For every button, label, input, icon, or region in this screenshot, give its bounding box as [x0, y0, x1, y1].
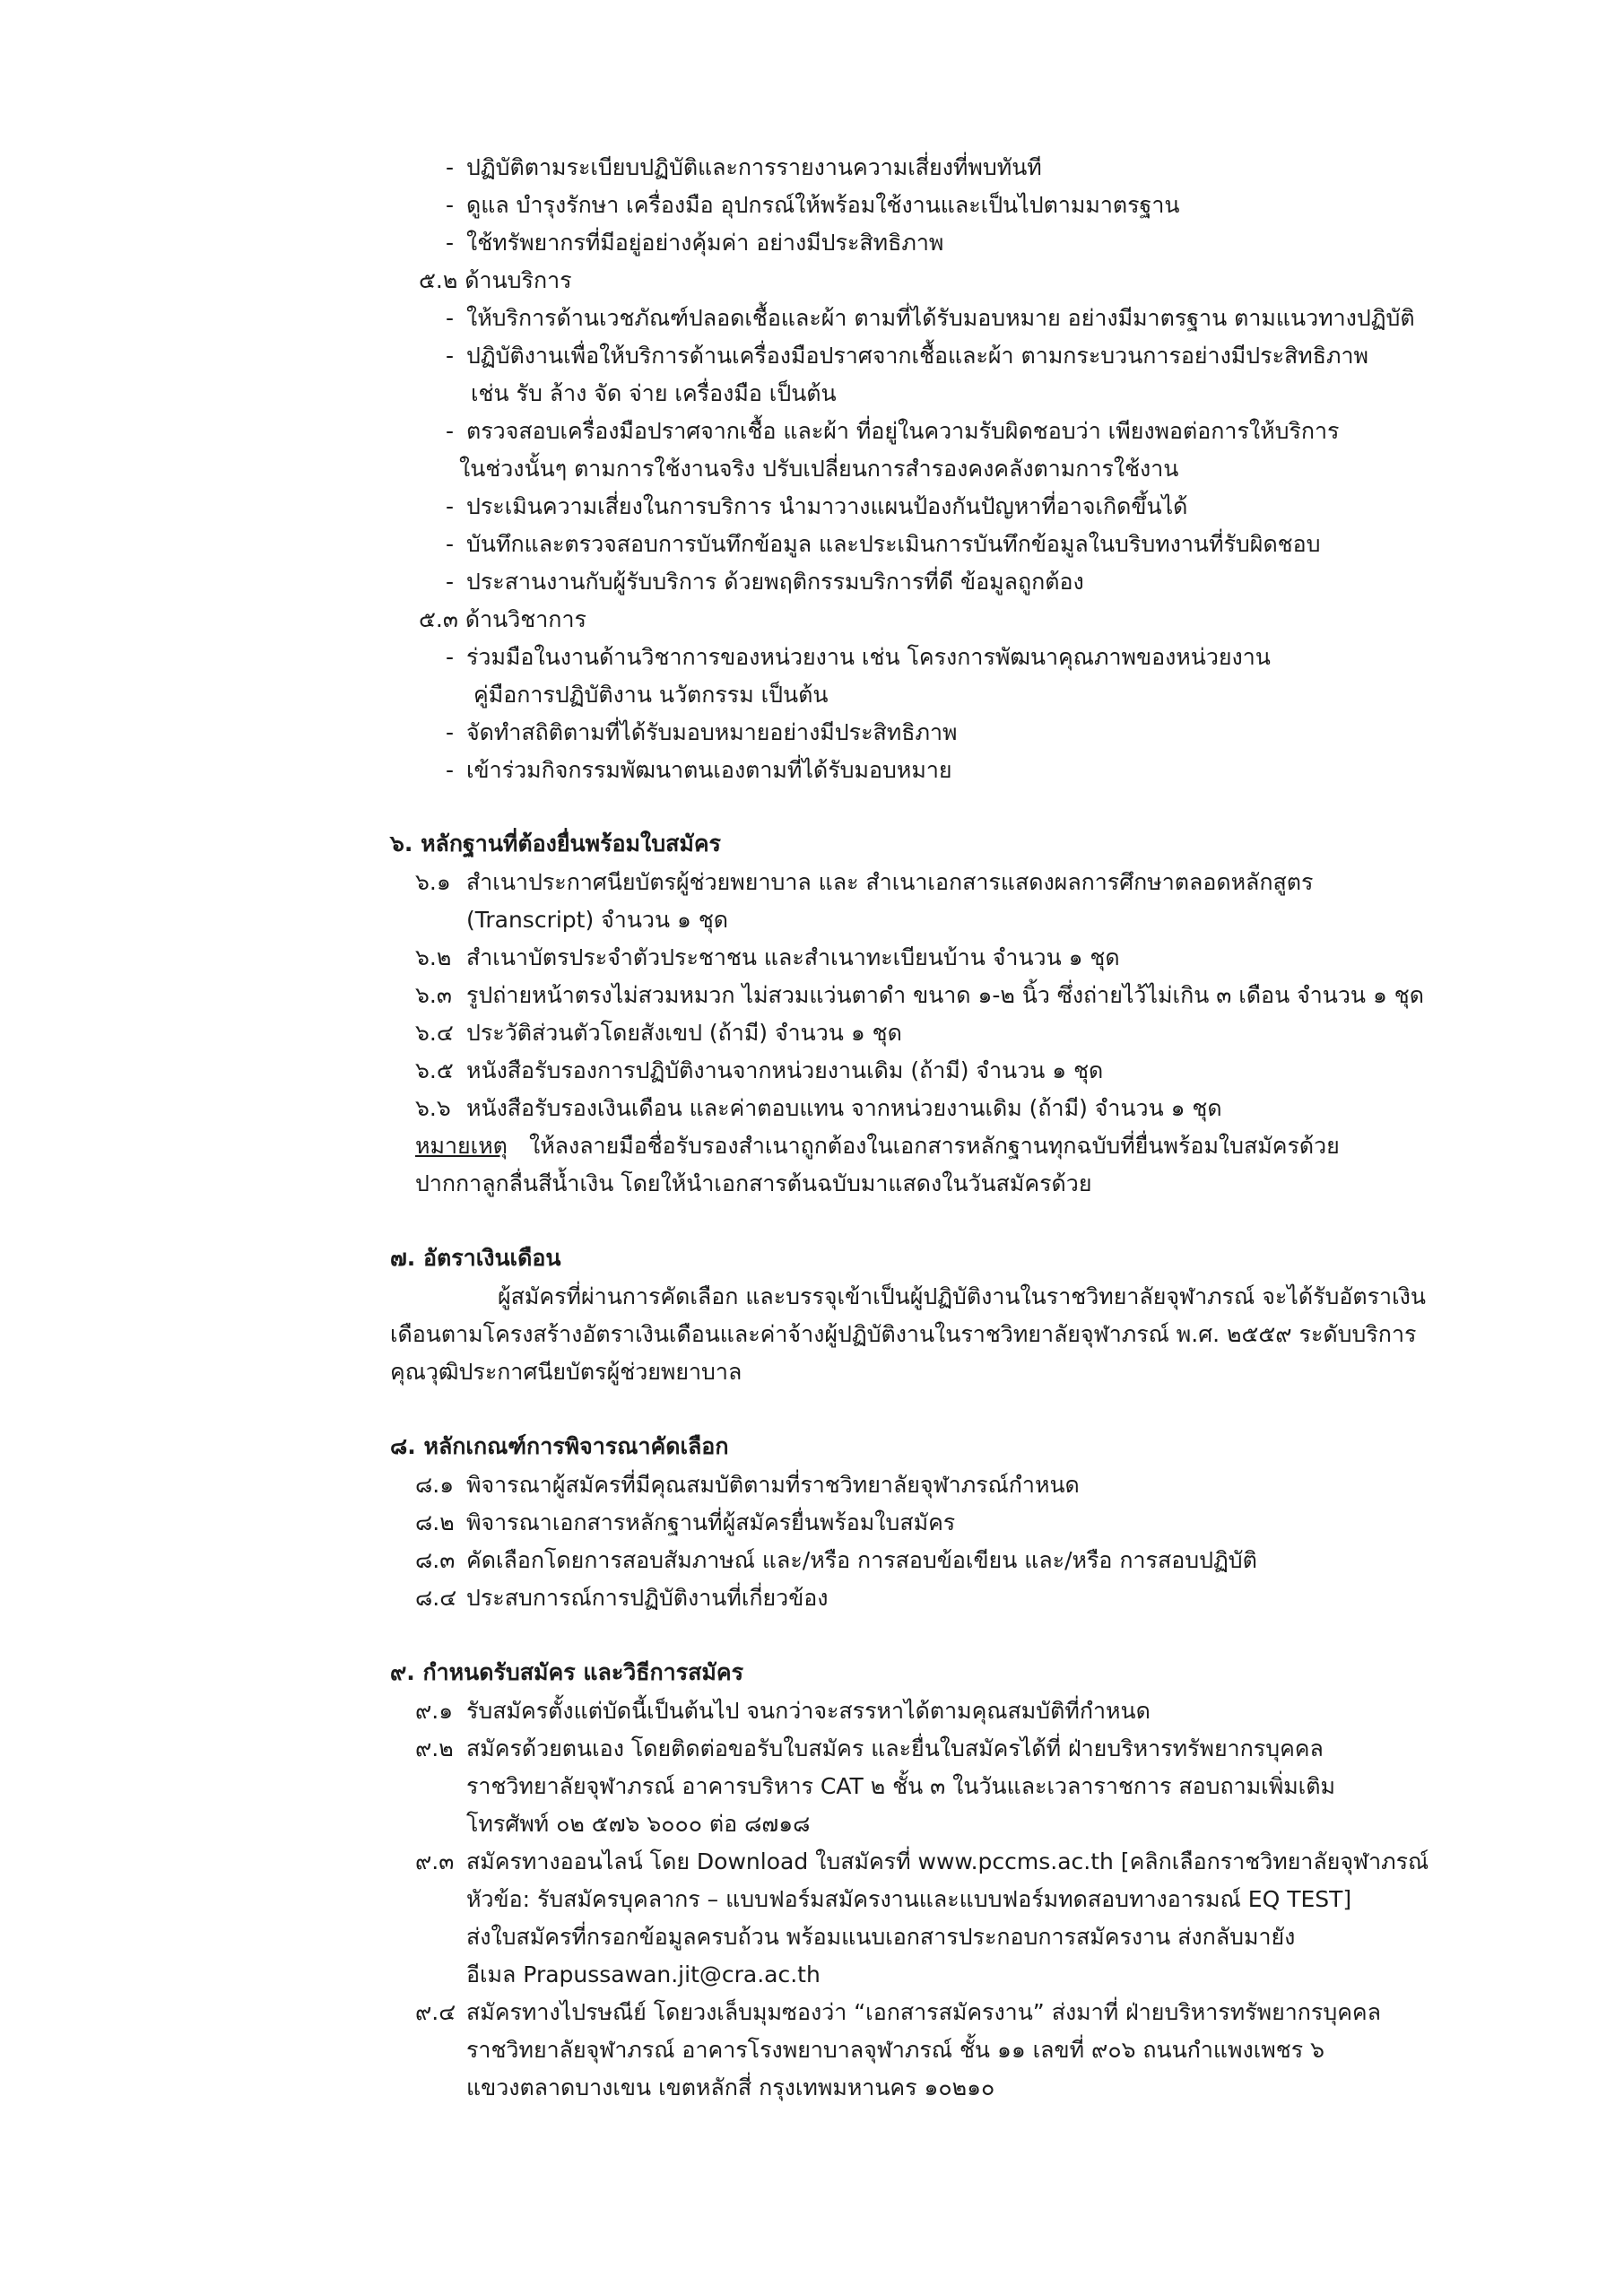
note-text-continuation: ปากกาลูกลื่นสีน้ำเงิน โดยให้นำเอกสารต้นฉบับมาแสดงในวันสมัครด้วย	[415, 1170, 1092, 1196]
application-item: สมัครทางไปรษณีย์ โดยวงเล็บมุมซองว่า “เอกสารสมัครงาน” ส่งมาที่ ฝ่ายบริหารทรัพยากรบุคคล	[466, 1999, 1381, 2025]
document-item-continuation: (Transcript) จำนวน ๑ ชุด	[466, 907, 729, 933]
duty-item: ปฏิบัติงานเพื่อให้บริการด้านเครื่องมือปราศจากเชื้อและผ้า ตามกระบวนการอย่างมีประสิทธิภาพ	[466, 343, 1368, 369]
bullet-dash: -	[446, 305, 455, 331]
document-item: หนังสือรับรองการปฏิบัติงานจากหน่วยงานเดิม (ถ้ามี) จำนวน ๑ ชุด	[466, 1057, 1104, 1083]
bullet-dash: -	[446, 192, 455, 218]
document-item: รูปถ่ายหน้าตรงไม่สวมหมวก ไม่สวมแว่นตาดำ ขนาด ๑-๒ นิ้ว ซึ่งถ่ายไว้ไม่เกิน ๓ เดือน จำนวน ๑ ชุด	[466, 982, 1424, 1008]
application-item: รับสมัครตั้งแต่บัดนี้เป็นต้นไป จนกว่าจะสรรหาได้ตามคุณสมบัติที่กำหนด	[466, 1698, 1151, 1724]
bullet-dash: -	[446, 757, 455, 783]
bullet-dash: -	[446, 569, 455, 595]
duty-item: จัดทำสถิติตามที่ได้รับมอบหมายอย่างมีประสิทธิภาพ	[466, 719, 958, 745]
duty-item: ตรวจสอบเครื่องมือปราศจากเชื้อ และผ้า ที่อยู่ในความรับผิดชอบว่า เพียงพอต่อการให้บริการ	[466, 418, 1340, 444]
item-number: ๘.๑	[415, 1472, 455, 1498]
application-item-continuation: ราชวิทยาลัยจุฬาภรณ์ อาคารโรงพยาบาลจุฬาภรณ์ ชั้น ๑๑ เลขที่ ๙๐๖ ถนนกำแพงเพชร ๖	[466, 2037, 1324, 2063]
document-item: หนังสือรับรองเงินเดือน และค่าตอบแทน จากหน่วยงานเดิม (ถ้ามี) จำนวน ๑ ชุด	[466, 1095, 1222, 1121]
item-number: ๖.๕	[415, 1057, 454, 1083]
duty-item: ให้บริการด้านเวชภัณฑ์ปลอดเชื้อและผ้า ตามที่ได้รับมอบหมาย อย่างมีมาตรฐาน ตามแนวทางปฏิบัติ	[466, 305, 1415, 331]
application-item-continuation: โทรศัพท์ ๐๒ ๕๗๖ ๖๐๐๐ ต่อ ๘๗๑๘	[466, 1811, 811, 1837]
duty-item-continuation: คู่มือการปฏิบัติงาน นวัตกรรม เป็นต้น	[473, 682, 829, 708]
bullet-dash: -	[446, 493, 455, 519]
item-number: ๙.๔	[415, 1999, 456, 2025]
section-title-salary: ๗. อัตราเงินเดือน	[390, 1245, 561, 1271]
salary-paragraph-line: คุณวุฒิประกาศนียบัตรผู้ช่วยพยาบาล	[390, 1359, 743, 1385]
item-number: ๖.๒	[415, 944, 452, 970]
item-number: ๘.๒	[415, 1509, 455, 1535]
duty-item: ประสานงานกับผู้รับบริการ ด้วยพฤติกรรมบริการที่ดี ข้อมูลถูกต้อง	[466, 569, 1084, 595]
item-number: ๘.๓	[415, 1547, 456, 1573]
bullet-dash: -	[446, 719, 455, 745]
bullet-dash: -	[446, 531, 455, 557]
duty-item: ประเมินความเสี่ยงในการบริการ นำมาวางแผนป้องกันปัญหาที่อาจเกิดขึ้นได้	[466, 493, 1188, 519]
item-number: ๖.๑	[415, 869, 451, 895]
duty-item: ใช้ทรัพยากรที่มีอยู่อย่างคุ้มค่า อย่างมีประสิทธิภาพ	[466, 230, 944, 256]
criteria-item: ประสบการณ์การปฏิบัติงานที่เกี่ยวข้อง	[466, 1585, 829, 1611]
section-title-criteria: ๘. หลักเกณฑ์การพิจารณาคัดเลือก	[390, 1433, 729, 1459]
application-item: สมัครทางออนไลน์ โดย Download ใบสมัครที่ www.pccms.ac.th [คลิกเลือกราชวิทยาลัยจุฬาภรณ์	[466, 1848, 1429, 1874]
document-item: สำเนาบัตรประจำตัวประชาชน และสำเนาทะเบียนบ้าน จำนวน ๑ ชุด	[466, 944, 1120, 970]
section-title-application: ๙. กำหนดรับสมัคร และวิธีการสมัคร	[390, 1659, 744, 1685]
item-number: ๘.๔	[415, 1585, 457, 1611]
duty-item: ดูแล บำรุงรักษา เครื่องมือ อุปกรณ์ให้พร้อมใช้งานและเป็นไปตามมาตรฐาน	[466, 192, 1180, 218]
item-number: ๙.๒	[415, 1735, 454, 1761]
subsection-heading-service: ๕.๒ ด้านบริการ	[419, 267, 572, 293]
bullet-dash: -	[446, 154, 455, 180]
duty-item-continuation: เช่น รับ ล้าง จัด จ่าย เครื่องมือ เป็นต้น	[471, 380, 837, 406]
application-item-continuation: ราชวิทยาลัยจุฬาภรณ์ อาคารบริหาร CAT ๒ ชั้น ๓ ในวันและเวลาราชการ สอบถามเพิ่มเติม	[466, 1773, 1335, 1799]
document-item: สำเนาประกาศนียบัตรผู้ช่วยพยาบาล และ สำเนาเอกสารแสดงผลการศึกษาตลอดหลักสูตร	[466, 869, 1314, 895]
item-number: ๖.๖	[415, 1095, 451, 1121]
bullet-dash: -	[446, 343, 455, 369]
item-number: ๖.๓	[415, 982, 452, 1008]
section-title-documents: ๖. หลักฐานที่ต้องยื่นพร้อมใบสมัคร	[390, 831, 721, 857]
application-item-continuation: ส่งใบสมัครที่กรอกข้อมูลครบถ้วน พร้อมแนบเอกสารประกอบการสมัครงาน ส่งกลับมายัง	[466, 1924, 1296, 1950]
bullet-dash: -	[446, 644, 455, 670]
application-email: อีเมล Prapussawan.jit@cra.ac.th	[466, 1961, 821, 1987]
item-number: ๙.๓	[415, 1848, 455, 1874]
duty-item: เข้าร่วมกิจกรรมพัฒนาตนเองตามที่ได้รับมอบหมาย	[466, 757, 952, 783]
criteria-item: พิจารณาเอกสารหลักฐานที่ผู้สมัครยื่นพร้อมใบสมัคร	[466, 1509, 956, 1535]
salary-paragraph-line: เดือนตามโครงสร้างอัตราเงินเดือนและค่าจ้างผู้ปฏิบัติงานในราชวิทยาลัยจุฬาภรณ์ พ.ศ. ๒๕๕๙ ระดับบริการ	[390, 1321, 1417, 1347]
bullet-dash: -	[446, 230, 455, 256]
document-item: ประวัติส่วนตัวโดยสังเขป (ถ้ามี) จำนวน ๑ ชุด	[466, 1020, 902, 1046]
subsection-heading-academic: ๕.๓ ด้านวิชาการ	[419, 606, 586, 632]
criteria-item: พิจารณาผู้สมัครที่มีคุณสมบัติตามที่ราชวิทยาลัยจุฬาภรณ์กำหนด	[466, 1472, 1080, 1498]
item-number: ๖.๔	[415, 1020, 454, 1046]
salary-paragraph-line: ผู้สมัครที่ผ่านการคัดเลือก และบรรจุเข้าเป็นผู้ปฏิบัติงานในราชวิทยาลัยจุฬาภรณ์ จะได้รับอัตราเงิน	[498, 1283, 1426, 1309]
application-item: สมัครด้วยตนเอง โดยติดต่อขอรับใบสมัคร และยื่นใบสมัครได้ที่ ฝ่ายบริหารทรัพยากรบุคคล	[466, 1735, 1324, 1761]
note-label: หมายเหตุ	[415, 1133, 508, 1159]
duty-item: ปฏิบัติตามระเบียบปฏิบัติและการรายงานความเสี่ยงที่พบทันที	[466, 154, 1042, 180]
duty-item-continuation: ในช่วงนั้นๆ ตามการใช้งานจริง ปรับเปลี่ยนการสำรองคงคลังตามการใช้งาน	[459, 456, 1179, 482]
duty-item: บันทึกและตรวจสอบการบันทึกข้อมูล และประเมินการบันทึกข้อมูลในบริบทงานที่รับผิดชอบ	[466, 531, 1321, 557]
duty-item: ร่วมมือในงานด้านวิชาการของหน่วยงาน เช่น โครงการพัฒนาคุณภาพของหน่วยงาน	[466, 644, 1271, 670]
application-item-continuation: หัวข้อ: รับสมัครบุคลากร – แบบฟอร์มสมัครงานและแบบฟอร์มทดสอบทางอารมณ์ EQ TEST]	[466, 1886, 1352, 1912]
criteria-item: คัดเลือกโดยการสอบสัมภาษณ์ และ/หรือ การสอบข้อเขียน และ/หรือ การสอบปฏิบัติ	[466, 1547, 1257, 1573]
note-text: ให้ลงลายมือชื่อรับรองสำเนาถูกต้องในเอกสารหลักฐานทุกฉบับที่ยื่นพร้อมใบสมัครด้วย	[529, 1133, 1340, 1159]
bullet-dash: -	[446, 418, 455, 444]
application-item-continuation: แขวงตลาดบางเขน เขตหลักสี่ กรุงเทพมหานคร ๑๐๒๑๐	[466, 2074, 995, 2100]
item-number: ๙.๑	[415, 1698, 454, 1724]
